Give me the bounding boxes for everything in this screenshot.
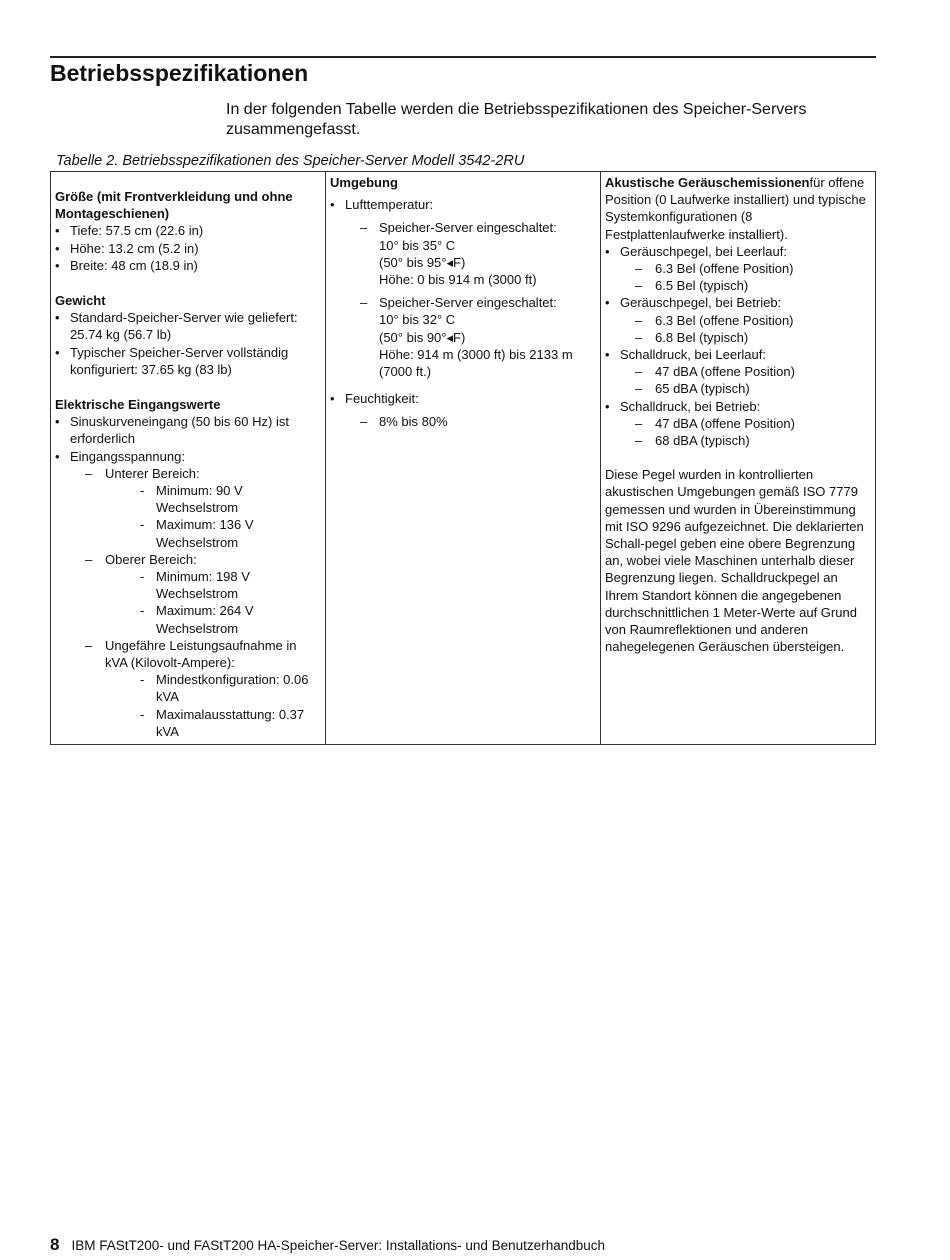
list-item: • Sinuskurveneingang (50 bis 60 Hz) ist erforderlich — [55, 413, 320, 447]
intro-paragraph: In der folgenden Tabelle werden die Betriebsspezifikationen des Speicher-Servers zusammengefasst. — [226, 101, 807, 138]
list-item — [605, 398, 870, 450]
list-item: – 6.5 Bel (typisch) — [620, 277, 870, 294]
page-footer — [50, 1235, 605, 1255]
acoustic-list — [605, 243, 870, 449]
list-item — [70, 465, 320, 551]
acoustic-title-rest: für offene Position (0 Laufwerke installiert) und typische Systemkonfigurationen (8 Festplattenlaufwerke installiert). — [605, 175, 866, 242]
list-item: - Maximum: 264 V Wechselstrom — [105, 602, 320, 636]
page-heading: Betriebsspezifikationen — [50, 60, 309, 86]
acoustic-title: Akustische Geräuschemissionen — [605, 175, 810, 190]
altitude: Höhe: 914 m (3000 ft) bis 2133 m (7000 ft.) — [379, 346, 573, 380]
group-values — [620, 363, 870, 397]
electrical-list — [55, 413, 320, 740]
table-caption: Tabelle 2. Betriebsspezifikationen des Speicher-Server Modell 3542-2RU — [56, 153, 525, 169]
list-item — [330, 196, 595, 380]
size-title: Größe (mit Frontverkleidung und ohne Montageschienen) — [55, 189, 293, 222]
upper-range-values — [105, 568, 320, 637]
temp-fahrenheit: (50° bis 95°◂F) — [379, 254, 466, 270]
list-item: – 65 dBA (typisch) — [620, 380, 870, 397]
list-item: • Tiefe: 57.5 cm (22.6 in) — [55, 222, 320, 239]
temp-fahrenheit: (50° bis 90°◂F) — [379, 329, 466, 345]
electrical-title: Elektrische Eingangswerte — [55, 397, 221, 413]
group-values — [620, 415, 870, 449]
list-item — [605, 346, 870, 398]
environment-list — [330, 196, 595, 430]
acoustic-note: Diese Pegel wurden in kontrollierten akustischen Umgebungen gemäß ISO 7779 gemessen und wurden in Übereinstimmung mit ISO 9296 aufgezeichnet. Die deklarierten Schall-pegel geben eine obere Begrenzung an, wobei viele Maschinen unterhalb dieser Begrenzung liegen. Schalldruckpegel an Ihrem Standort können die angegebenen durchschnittlichen 1 Meter-Werte auf Grund von Raumreflektionen und anderen nahegelegenen Geräuschen übersteigen. — [605, 467, 864, 655]
power-label: Ungefähre Leistungsaufnahme in kVA (Kilovolt-Ampere): — [105, 637, 297, 671]
list-item: – 47 dBA (offene Position) — [620, 415, 870, 432]
lower-range-label: Unterer Bereich: — [105, 465, 200, 481]
list-item: – 6.8 Bel (typisch) — [620, 329, 870, 346]
col-physical-electrical — [51, 172, 326, 745]
group-label: Schalldruck, bei Betrieb: — [620, 398, 761, 414]
upper-range-label: Oberer Bereich: — [105, 551, 197, 567]
group-values — [620, 260, 870, 294]
page-number: 8 — [50, 1235, 60, 1254]
spec-table — [50, 171, 876, 745]
acoustic-intro — [605, 174, 870, 243]
list-item — [330, 390, 595, 430]
air-temp-conditions — [345, 219, 595, 380]
footer-text: IBM FAStT200- und FAStT200 HA-Speicher-Server: Installations- und Benutzerhandbuch — [71, 1238, 605, 1253]
voltage-label: Eingangsspannung: — [70, 448, 185, 464]
group-label: Geräuschpegel, bei Leerlauf: — [620, 243, 787, 259]
voltage-ranges — [70, 465, 320, 740]
list-item: - Maximum: 136 V Wechselstrom — [105, 516, 320, 550]
group-label: Geräuschpegel, bei Betrieb: — [620, 295, 782, 311]
humidity-values — [345, 413, 595, 430]
humidity-label: Feuchtigkeit: — [345, 391, 419, 407]
group-values — [620, 312, 870, 346]
condition-label: – Speicher-Server eingeschaltet: — [379, 220, 557, 236]
power-values — [105, 671, 320, 740]
col-acoustic — [601, 172, 876, 745]
list-item: • Standard-Speicher-Server wie geliefert: 25.74 kg (56.7 lb) — [55, 309, 320, 343]
list-item — [55, 448, 320, 740]
air-temp-label: Lufttemperatur: — [345, 197, 434, 213]
list-item — [345, 219, 595, 288]
environment-title: Umgebung — [330, 175, 398, 190]
condition-label: – Speicher-Server eingeschaltet: — [379, 295, 557, 311]
list-item: • Breite: 48 cm (18.9 in) — [55, 257, 320, 274]
altitude: Höhe: 0 bis 914 m (3000 ft) — [379, 272, 537, 288]
list-item: – 6.3 Bel (offene Position) — [620, 260, 870, 277]
list-item: - Mindestkonfiguration: 0.06 kVA — [105, 671, 320, 705]
list-item: • Typischer Speicher-Server vollständig konfiguriert: 37.65 kg (83 lb) — [55, 344, 320, 378]
list-item: • Höhe: 13.2 cm (5.2 in) — [55, 240, 320, 257]
col-environment — [326, 172, 601, 745]
list-item — [345, 294, 595, 380]
list-item — [70, 551, 320, 637]
top-rule — [50, 56, 876, 58]
list-item: - Maximalausstattung: 0.37 kVA — [105, 706, 320, 740]
group-label: Schalldruck, bei Leerlauf: — [620, 347, 766, 363]
list-item: – 6.3 Bel (offene Position) — [620, 312, 870, 329]
size-list — [55, 222, 320, 274]
weight-title: Gewicht — [55, 293, 106, 309]
list-item: – 47 dBA (offene Position) — [620, 363, 870, 380]
list-item — [605, 294, 870, 346]
list-item: – 8% bis 80% — [345, 413, 595, 430]
list-item: - Minimum: 90 V Wechselstrom — [105, 482, 320, 516]
temp-celsius: 10° bis 35° C — [379, 237, 456, 253]
list-item — [605, 243, 870, 295]
weight-list — [55, 309, 320, 378]
list-item: - Minimum: 198 V Wechselstrom — [105, 568, 320, 602]
temp-celsius: 10° bis 32° C — [379, 312, 456, 328]
list-item — [70, 637, 320, 740]
lower-range-values — [105, 482, 320, 551]
list-item: – 68 dBA (typisch) — [620, 432, 870, 449]
